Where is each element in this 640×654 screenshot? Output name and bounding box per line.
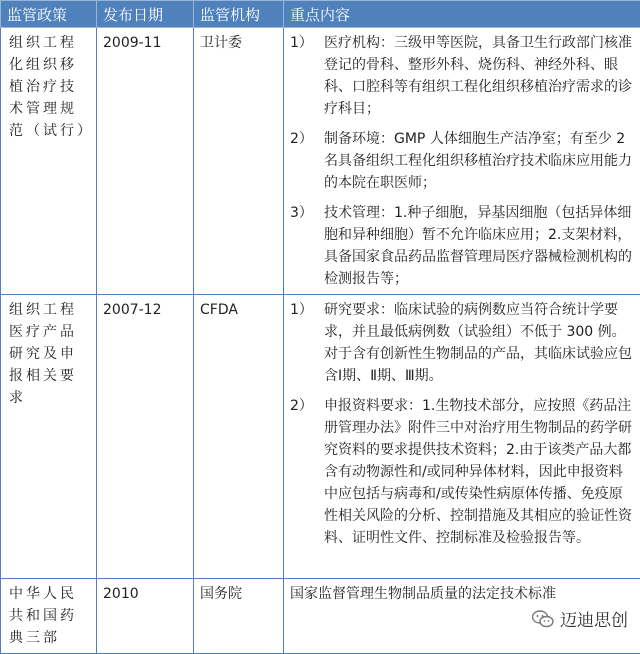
policy-name: 组织工程医疗产品研究及申报相关要求 [1, 295, 97, 579]
header-row [1, 1, 640, 28]
policy-name: 中华人民共和国药典三部 [1, 579, 97, 654]
item-text: 申报资料要求：1.生物技术部分，应按照《药品注册管理办法》附件三中对治疗用生物制品的药学研究资料的要求提供技术资料；2.由于该类产品大都含有动物源性和/或同种异体材料，因此申报资料中应包括与病毒和/或传染性病原体传播、免疫原性相关风险的分析、控制措施及其相应的验证性资料、证明性文件、控制标准及检验报告等。 [324, 398, 632, 546]
list-item [290, 128, 634, 194]
item-text: 医疗机构：三级甲等医院，具备卫生行政部门核准登记的骨科、整形外科、烧伤科、神经外科、眼科、口腔科等有组织工程化组织移植治疗需求的诊疗科目； [324, 35, 632, 117]
item-number: 1） [290, 32, 320, 54]
item-text: 技术管理：1.种子细胞，异基因细胞（包括异体细胞和异种细胞）暂不允许临床应用；2.支架材料，具备国家食品药品监督管理局医疗器械检测机构的检测报告等； [324, 205, 632, 287]
list-item [290, 395, 634, 549]
list-item [290, 32, 634, 120]
list-item [290, 202, 634, 290]
header-date: 发布日期 [97, 1, 194, 28]
watermark-text: 迈迪思创 [560, 606, 628, 631]
item-number: 2） [290, 395, 320, 417]
release-date: 2007-12 [97, 295, 194, 579]
release-date: 2010 [97, 579, 194, 654]
agency: CFDA [194, 295, 284, 579]
policy-name: 组织工程化组织移植治疗技术管理规范（试行） [1, 28, 97, 295]
item-number: 2） [290, 128, 320, 150]
release-date: 2009-11 [97, 28, 194, 295]
header-agency: 监管机构 [194, 1, 284, 28]
item-text: 研究要求：临床试验的病例数应当符合统计学要求，并且最低病例数（试验组）不低于 300 例。对于含有创新性生物制品的产品，其临床试验应包含Ⅰ期、Ⅱ期、Ⅲ期。 [324, 302, 632, 384]
key-content: 国家监督管理生物制品质量的法定技术标准 [284, 579, 640, 654]
key-content [284, 28, 640, 295]
item-number: 3） [290, 202, 320, 224]
header-policy: 监管政策 [1, 1, 97, 28]
table-row [1, 28, 640, 295]
item-text: 制备环境：GMP 人体细胞生产洁净室；有至少 2 名具备组织工程化组织移植治疗技术临床应用能力的本院在职医师； [324, 131, 632, 191]
watermark [532, 606, 628, 631]
list-item [290, 299, 634, 387]
key-content [284, 295, 640, 579]
item-number: 1） [290, 299, 320, 321]
wechat-icon [532, 610, 554, 628]
table-row [1, 295, 640, 579]
header-content: 重点内容 [284, 1, 640, 28]
agency: 国务院 [194, 579, 284, 654]
agency: 卫计委 [194, 28, 284, 295]
